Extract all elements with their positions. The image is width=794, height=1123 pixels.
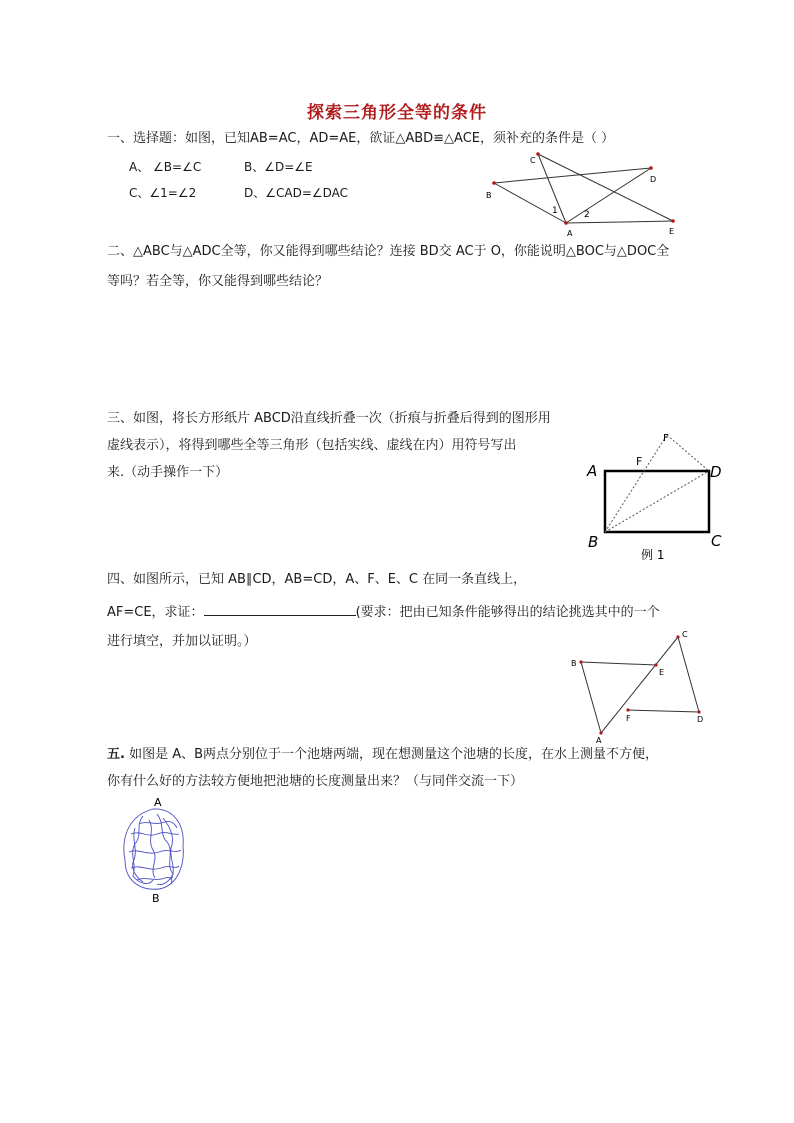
q1-angle-1: 1 [552,206,558,216]
q3-label-a: A [587,462,598,480]
q4-label-d: D [697,715,704,724]
q5-pond-figure [113,794,197,906]
q1-label-d: D [650,175,657,184]
q1-stem: 一、选择题：如图，已知AB=AC，AD=AE，欲证△ABD≌△ACE，须补充的条件是（ ） [107,131,615,146]
q5-line-2: 你有什么好的方法较方便地把池塘的长度测量出来？（与同伴交流一下） [107,774,524,789]
q4-label-b: B [571,659,577,668]
q4-label-e: E [659,668,665,677]
page-title: 探索三角形全等的条件 [307,103,487,123]
q1-label-e: E [669,227,675,236]
q4-label-a: A [596,736,602,744]
q3-label-f-top: F [663,433,669,444]
q1-option-b: B、∠D=∠E [244,160,313,174]
q1-label-a: A [567,229,573,238]
q4-label-f: F [626,714,631,723]
q2-line-1: 二、△ABC与△ADC全等，你又能得到哪些结论？连接 BD交 AC于 O，你能说明△BOC与△DOC全 [107,244,670,259]
pond-scribble [124,809,183,889]
q1-label-c: C [530,156,536,165]
q3-label-b: B [588,533,599,551]
q4-line-1: 四、如图所示，已知 AB∥CD，AB=CD，A、F、E、C 在同一条直线上， [107,572,527,587]
q3-label-d: D [710,463,722,481]
q4-line-2-suffix: (要求：把由已知条件能够得出的结论挑选其中的一个 [355,605,660,620]
q4-line-2-prefix: AF=CE，求证： [107,605,204,620]
q4-figure [566,626,712,744]
q1-figure [480,146,690,240]
q4-answer-blank[interactable] [204,602,356,616]
q2-line-2: 等吗？若全等，你又能得到哪些结论？ [107,274,329,289]
q4-line-3: 进行填空，并加以证明。） [107,634,257,649]
q3-line-2: 虚线表示），将得到哪些全等三角形（包括实线、虚线在内）用符号写出 [107,438,517,453]
q5-label-a: A [154,796,162,809]
q3-label-f-mid: F [636,455,643,468]
q1-option-a: A、 ∠B=∠C [129,160,202,174]
q1-label-b: B [486,191,492,200]
q5-line-1 [107,746,658,764]
q4-line-2 [107,602,660,622]
q3-figure [582,426,728,564]
q1-option-d: D、∠CAD=∠DAC [244,186,349,200]
q3-label-c: C [711,532,722,550]
q3-line-1: 三、如图，将长方形纸片 ABCD沿直线折叠一次（折痕与折叠后得到的图形用 [107,411,551,426]
q3-line-3: 来.（动手操作一下） [107,465,229,480]
q5-line-1-text: 如图是 A、B两点分别位于一个池塘两端，现在想测量这个池塘的长度，在水上测量不方便， [129,747,659,762]
q1-angle-2: 2 [584,210,590,220]
q4-label-c: C [682,630,688,639]
q5-number: 五. [107,747,125,762]
q1-option-c: C、∠1=∠2 [129,186,197,200]
q3-caption: 例 1 [641,548,665,562]
q5-label-b: B [152,892,160,905]
